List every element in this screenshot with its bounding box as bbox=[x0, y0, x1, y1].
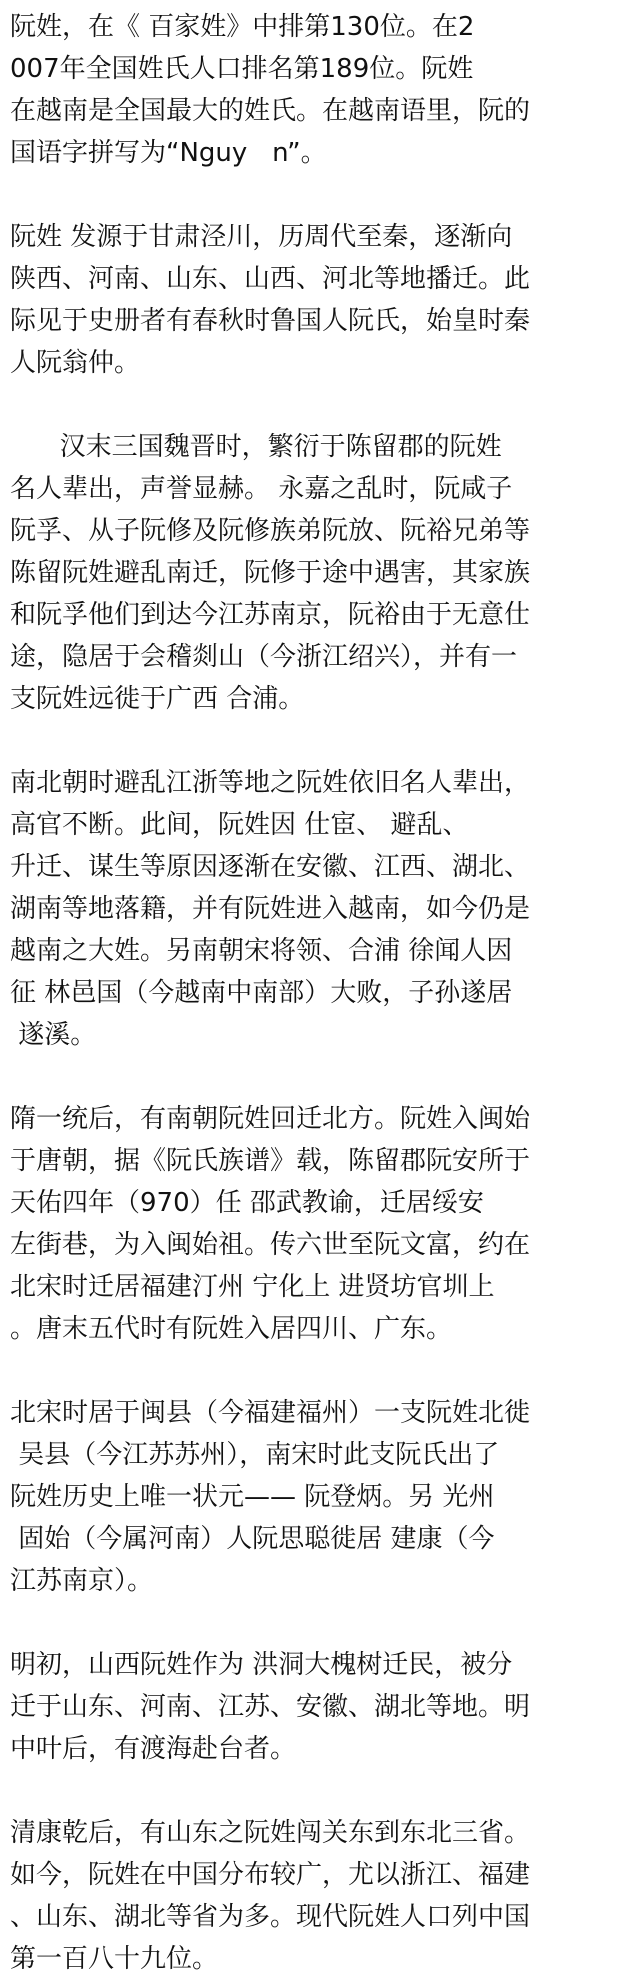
text-line: 名人辈出，声誉显赫。 永嘉之乱时，阮咸子 bbox=[10, 474, 513, 504]
text-line: 阮姓历史上唯一状元—— 阮登炳。另 光州 bbox=[10, 1482, 495, 1512]
text-line: 于唐朝，据《阮氏族谱》载，陈留郡阮安所于 bbox=[10, 1146, 531, 1176]
text-line: 越南之大姓。另南朝宋将领、合浦 徐闻人因 bbox=[10, 936, 513, 966]
text-line: 征 林邑国（今越南中南部）大败，子孙遂居 bbox=[10, 978, 513, 1008]
text-line: 、山东、湖北等省为多。现代阮姓人口列中国 bbox=[10, 1902, 531, 1932]
text-line: 如今，阮姓在中国分布较广，尤以浙江、福建 bbox=[10, 1860, 531, 1890]
paragraph-5 bbox=[10, 1098, 630, 1350]
text-line: 陈留阮姓避乱南迁，阮修于途中遇害，其家族 bbox=[10, 558, 531, 588]
text-line: 支阮姓远徙于广西 合浦。 bbox=[10, 684, 305, 714]
text-line: 在越南是全国最大的姓氏。在越南语里，阮的 bbox=[10, 96, 531, 126]
text-line: 遂溪。 bbox=[10, 1020, 97, 1050]
text-line: 吴县（今江苏苏州），南宋时此支阮氏出了 bbox=[10, 1440, 500, 1470]
paragraph-4 bbox=[10, 762, 630, 1056]
paragraph-1 bbox=[10, 6, 630, 174]
text-line: 007年全国姓氏人口排名第189位。阮姓 bbox=[10, 54, 474, 84]
text-line: 际见于史册者有春秋时鲁国人阮氏，始皇时秦 bbox=[10, 306, 531, 336]
text-line: 迁于山东、河南、江苏、安徽、湖北等地。明 bbox=[10, 1692, 531, 1722]
text-line: 高官不断。此间，阮姓因 仕宦、 避乱、 bbox=[10, 810, 469, 840]
text-line: 南北朝时避乱江浙等地之阮姓依旧名人辈出， bbox=[10, 768, 531, 798]
text-line: 天佑四年（970）任 邵武教谕，迁居绥安 bbox=[10, 1188, 484, 1218]
text-line: 人阮翁仲。 bbox=[10, 348, 141, 378]
text-line: 途，隐居于会稽剡山（今浙江绍兴），并有一 bbox=[10, 642, 518, 672]
text-line: 固始（今属河南）人阮思聪徙居 建康（今 bbox=[10, 1524, 495, 1554]
text-line: 中叶后，有渡海赴台者。 bbox=[10, 1734, 297, 1764]
text-line: 阮姓 发源于甘肃泾川，历周代至秦，逐渐向 bbox=[10, 222, 513, 252]
text-line: 和阮孚他们到达今江苏南京，阮裕由于无意仕 bbox=[10, 600, 531, 630]
text-line: 升迁、谋生等原因逐渐在安徽、江西、湖北、 bbox=[10, 852, 531, 882]
text-line: 北宋时迁居福建汀州 宁化上 进贤坊官圳上 bbox=[10, 1272, 495, 1302]
text-line: 国语字拼写为“Nguy n”。 bbox=[10, 138, 327, 168]
text-line: 阮孚、从子阮修及阮修族弟阮放、阮裕兄弟等 bbox=[10, 516, 531, 546]
paragraph-7 bbox=[10, 1644, 630, 1770]
text-line: 江苏南京）。 bbox=[10, 1566, 154, 1596]
paragraph-6 bbox=[10, 1392, 630, 1602]
paragraph-3 bbox=[10, 426, 630, 720]
text-line: 隋一统后，有南朝阮姓回迁北方。阮姓入闽始 bbox=[10, 1104, 531, 1134]
text-line: 陕西、河南、山东、山西、河北等地播迁。此 bbox=[10, 264, 531, 294]
text-line: 清康乾后，有山东之阮姓闯关东到东北三省。 bbox=[10, 1818, 531, 1848]
text-line: 阮姓，在《 百家姓》中排第130位。在2 bbox=[10, 12, 475, 42]
paragraph-2 bbox=[10, 216, 630, 384]
text-line: 第一百八十九位。 bbox=[10, 1944, 219, 1974]
text-line: 北宋时居于闽县（今福建福州）一支阮姓北徙 bbox=[10, 1398, 531, 1428]
text-line: 汉末三国魏晋时，繁衍于陈留郡的阮姓 bbox=[10, 432, 502, 462]
text-line: 。唐末五代时有阮姓入居四川、广东。 bbox=[10, 1314, 453, 1344]
paragraph-8 bbox=[10, 1812, 630, 1980]
text-line: 湖南等地落籍，并有阮姓进入越南，如今仍是 bbox=[10, 894, 531, 924]
text-line: 左街巷，为入闽始祖。传六世至阮文富，约在 bbox=[10, 1230, 531, 1260]
text-line: 明初，山西阮姓作为 洪洞大槐树迁民，被分 bbox=[10, 1650, 513, 1680]
